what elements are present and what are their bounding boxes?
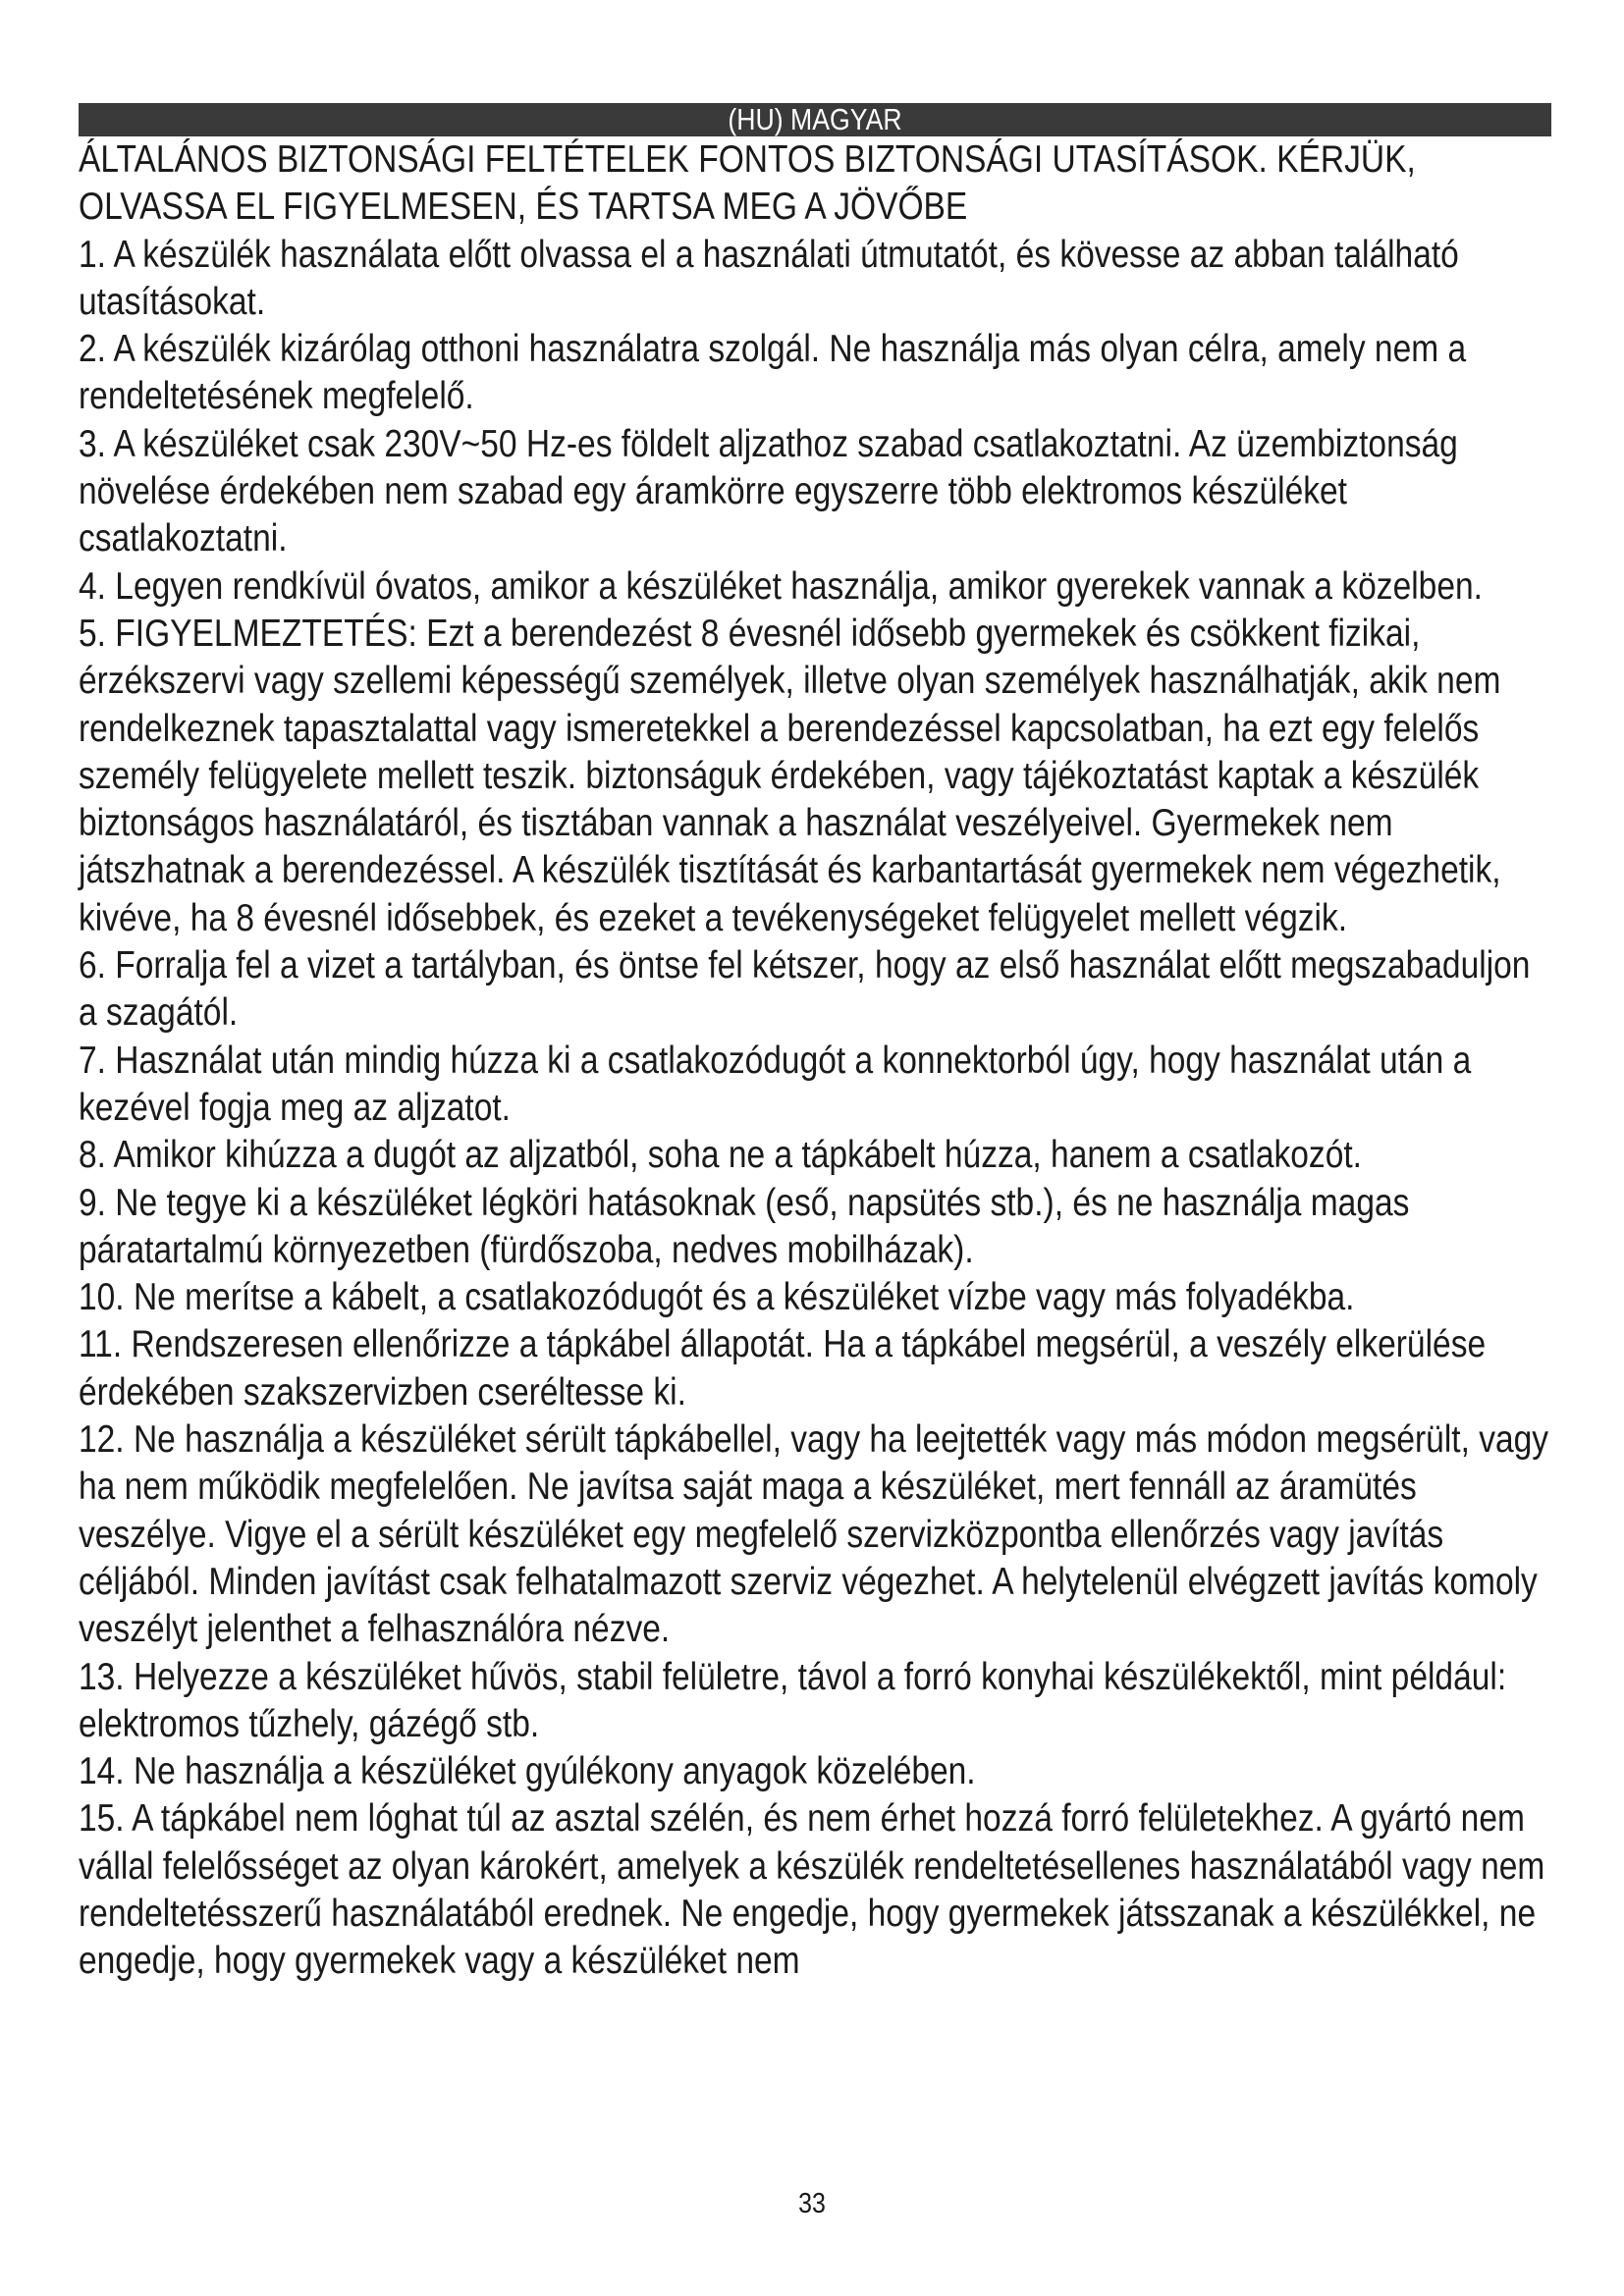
language-label: (HU) MAGYAR [182, 103, 1448, 136]
instruction-item-14: 14. Ne használja a készüléket gyúlékony anyagok közelében. [79, 1750, 976, 1793]
instruction-item-13: 13. Helyezze a készüléket hűvös, stabil felületre, távol a forró konyhai készülékektől, mint például: elektromos tűzhely, gázégő stb. [79, 1655, 1507, 1745]
instruction-item-9: 9. Ne tegye ki a készüléket légköri hatásoknak (eső, napsütés stb.), és ne használja magas páratartalmú környezetben (fürdőszoba, nedves mobilházak). [79, 1181, 1410, 1271]
page-number: 33 [798, 2188, 826, 2219]
instruction-item-11: 11. Rendszeresen ellenőrizze a tápkábel állapotát. Ha a tápkábel megsérül, a veszély elkerülése érdekében szakszervizben cseréltesse ki. [79, 1323, 1487, 1414]
instruction-item-6: 6. Forralja fel a vizet a tartályban, és öntse fel kétszer, hogy az első használat előtt megszabaduljon a szagától. [79, 944, 1531, 1035]
section-heading: ÁLTALÁNOS BIZTONSÁGI FELTÉTELEK FONTOS BIZTONSÁGI UTASÍTÁSOK. KÉRJÜK, OLVASSA EL FIGYELMESEN, ÉS TARTSA MEG A JÖVŐBE [79, 138, 1416, 229]
instruction-item-1: 1. A készülék használata előtt olvassa el a használati útmutatót, és kövesse az abban található utasításokat. [79, 233, 1459, 323]
instruction-item-7: 7. Használat után mindig húzza ki a csatlakozódugót a konnektorból úgy, hogy használat után a kezével fogja meg az aljzatot. [79, 1039, 1472, 1129]
language-header-bar [79, 103, 1551, 136]
instruction-item-10: 10. Ne merítse a kábelt, a csatlakozódugót és a készüléket vízbe vagy más folyadékba. [79, 1276, 1355, 1319]
instruction-item-12: 12. Ne használja a készüléket sérült tápkábellel, vagy ha leejtették vagy más módon megsérült, vagy ha nem működik megfelelően. Ne javítsa saját maga a készüléket, mert fennáll az áramütés veszélye. Vigye el a sérült készüléket egy megfelelő szervizközpontba ellenőrzés vagy javítás céljából. Minden javítást csak felhatalmazott szerviz végezhet. A helytelenül elvégzett javítás komoly veszélyt jelenthet a felhasználóra nézve. [79, 1418, 1549, 1651]
instruction-item-5: 5. FIGYELMEZTETÉS: Ezt a berendezést 8 évesnél idősebb gyermekek és csökkent fizikai, érzékszervi vagy szellemi képességű személyek, illetve olyan személyek használhatják, akik nem rendelkeznek tapasztalattal vagy ismeretekkel a berendezéssel kapcsolatban, ha ezt egy felelős személy felügyelete mellett teszik. biztonságuk érdekében, vagy tájékoztatást kaptak a készülék biztonságos használatáról, és tisztában vannak a használat veszélyeivel. Gyermekek nem játszhatnak a berendezéssel. A készülék tisztítását és karbantartását gyermekek nem végezhetik, kivéve, ha 8 évesnél idősebbek, és ezeket a tevékenységeket felügyelet mellett végzik. [79, 612, 1501, 939]
instruction-item-15: 15. A tápkábel nem lóghat túl az asztal szélén, és nem érhet hozzá forró felületekhez. A gyártó nem vállal felelősséget az olyan károkért, amelyek a készülék rendeltetésellenes használatából vagy nem rendeltetésszerű használatából erednek. Ne engedje, hogy gyermekek játsszanak a készülékkel, ne engedje, hogy gyermekek vagy a készüléket nem [79, 1797, 1545, 1983]
safety-instructions [79, 136, 1552, 1986]
manual-page [79, 103, 1551, 1986]
instruction-item-8: 8. Amikor kihúzza a dugót az aljzatból, soha ne a tápkábelt húzza, hanem a csatlakozót. [79, 1134, 1362, 1177]
instruction-item-3: 3. A készüléket csak 230V~50 Hz-es földelt aljzathoz szabad csatlakoztatni. Az üzembiztonság növelése érdekében nem szabad egy áramkörre egyszerre több elektromos készüléket csatlakoztatni. [79, 422, 1458, 561]
instruction-item-4: 4. Legyen rendkívül óvatos, amikor a készüléket használja, amikor gyerekek vannak a közelben. [79, 564, 1483, 608]
instruction-item-2: 2. A készülék kizárólag otthoni használatra szolgál. Ne használja más olyan célra, amely nem a rendeltetésének megfelelő. [79, 328, 1467, 418]
